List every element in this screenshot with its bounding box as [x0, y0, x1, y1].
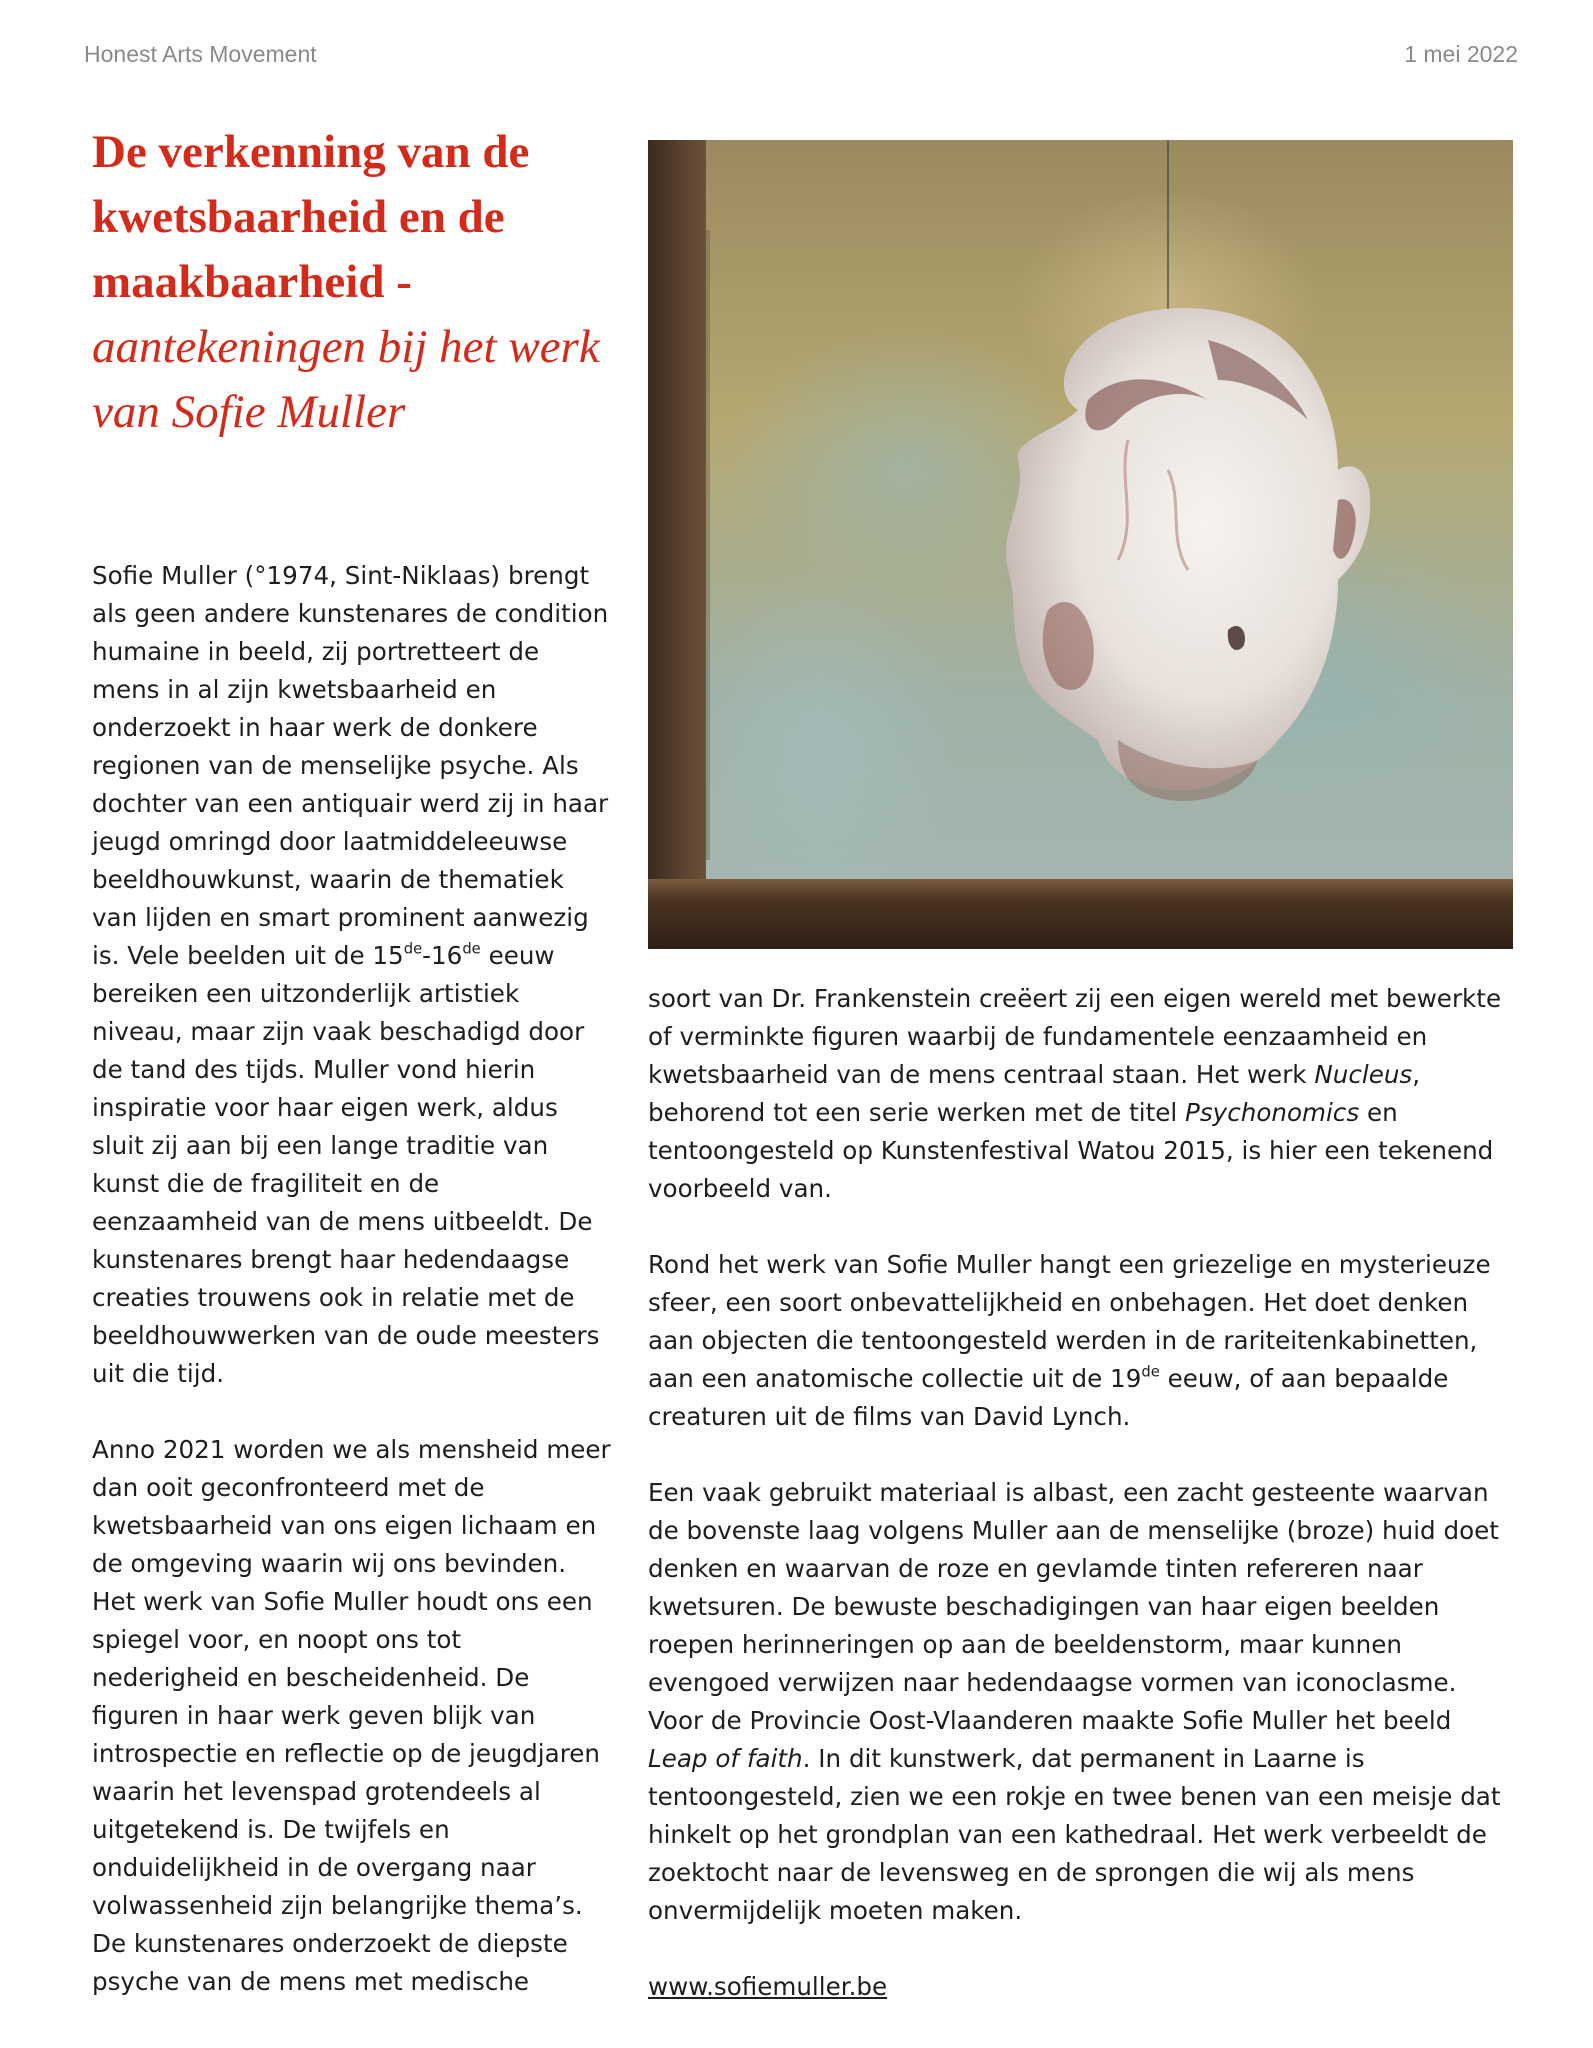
- work-title-nucleus: Nucleus: [1314, 1060, 1413, 1089]
- text-run: Rond het werk van Sofie Muller hangt een griezelige en mysterieuze sfeer, een soort onbevattelijkheid en onbehagen. Het doet denken aan objecten die tentoongesteld werden in de rariteitenkabinetten, aan een anatomische collectie uit de 19: [648, 1250, 1491, 1393]
- publisher-name: Honest Arts Movement: [84, 41, 317, 67]
- text-run: eeuw bereiken een uitzonderlijk artistiek niveau, maar zijn vaak beschadigd door de tand des tijds. Muller vond hierin inspiratie voor haar eigen werk, aldus sluit zij aan bij een lange traditie van kunst die de fragiliteit en de eenzaamheid van de mens uitbeeldt. De kunstenares brengt haar hedendaagse creaties trouwens ook in relatie met de beeldhouwwerken van de oude meesters uit die tijd.: [92, 941, 600, 1388]
- website-link[interactable]: www.sofiemuller.be: [648, 1972, 888, 2001]
- article-title: [92, 120, 612, 445]
- wooden-shelf: [648, 879, 1513, 949]
- text-run: eeuw, of aan bepaalde creaturen uit de films van David Lynch.: [648, 1364, 1449, 1431]
- work-title-leap-of-faith: Leap of faith: [648, 1744, 803, 1773]
- title-sub: aantekeningen bij het werk van Sofie Muller: [92, 321, 600, 438]
- right-column: [648, 980, 1518, 2044]
- text-run: Sofie Muller (°1974, Sint-Niklaas) brengt als geen andere kunstenares de condition humaine in beeld, zij portretteert de mens in al zijn kwetsbaarheid en onderzoekt in haar werk de donkere regionen van de menselijke psyche. Als dochter van een antiquair werd zij in haar jeugd omringd door laatmiddeleeuwse beeldhouwkunst, waarin de thematiek van lijden en smart prominent aanwezig is. Vele beelden uit de 15: [92, 561, 609, 970]
- series-title-psychonomics: Psychonomics: [1185, 1098, 1360, 1127]
- head-sculpture-icon: [648, 140, 1513, 949]
- text-run: soort van Dr. Frankenstein creëert zij een eigen wereld met bewerkte of verminkte figuren waarbij de fundamentele eenzaamheid en kwetsbaarheid van de mens centraal staan. Het werk: [648, 984, 1502, 1089]
- alabaster-head-sculpture-photo: [648, 140, 1513, 949]
- right-paragraph-1: [648, 980, 1518, 1208]
- left-column: [92, 557, 612, 2039]
- right-paragraph-3: Een vaak gebruikt materiaal is albast, een zacht gesteente waarvan de bovenste laag volgens Muller aan de menselijke (broze) huid doet denken en waarvan de roze en gevlamde tinten refereren naar kwetsuren. De bewuste beschadigingen van haar eigen beelden roepen herinneringen op aan de beeldenstorm, maar kunnen evengoed verwijzen naar hedendaagse vormen van iconoclasme.: [648, 1478, 1499, 1697]
- text-run: -16: [422, 941, 463, 970]
- right-paragraph-2: [648, 1246, 1518, 1436]
- title-main: De verkenning van de kwetsbaarheid en de maakbaarheid -: [92, 126, 530, 308]
- left-paragraph-2: Anno 2021 worden we als mensheid meer dan ooit geconfronteerd met de kwetsbaarheid van ons eigen lichaam en de omgeving waarin wij ons bevinden. Het werk van Sofie Muller houdt ons een spiegel voor, en noopt ons tot nederigheid en bescheidenheid. De figuren in haar werk geven blijk van introspectie en reflectie op de jeugdjaren waarin het levenspad grotendeels al uitgetekend is. De twijfels en onduidelijkheid in de overgang naar volwassenheid zijn belangrijke thema’s. De kunstenares onderzoekt de diepste psyche van de mens met medische: [92, 1435, 611, 1996]
- text-run: Voor de Provincie Oost-Vlaanderen maakte Sofie Muller het beeld: [648, 1706, 1452, 1735]
- right-paragraph-4: [648, 1702, 1518, 1930]
- publication-date: 1 mei 2022: [1404, 41, 1518, 67]
- superscript: de: [462, 940, 481, 958]
- superscript: de: [1141, 1363, 1160, 1381]
- text-run: en tentoongesteld op Kunstenfestival Watou 2015, is hier een tekenend voorbeeld van.: [648, 1098, 1494, 1203]
- superscript: de: [403, 940, 423, 958]
- website-paragraph: [648, 1968, 1518, 2006]
- text-run: . In dit kunstwerk, dat permanent in Laarne is tentoongesteld, zien we een rokje en twee benen van een meisje dat hinkelt op het grondplan van een kathedraal. Het werk verbeeldt de zoektocht naar de levensweg en de sprongen die wij als mens onvermijdelijk moeten maken.: [648, 1744, 1501, 1925]
- text-run: , behorend tot een serie werken met de titel: [648, 1060, 1421, 1127]
- left-paragraph-1: [92, 557, 612, 1393]
